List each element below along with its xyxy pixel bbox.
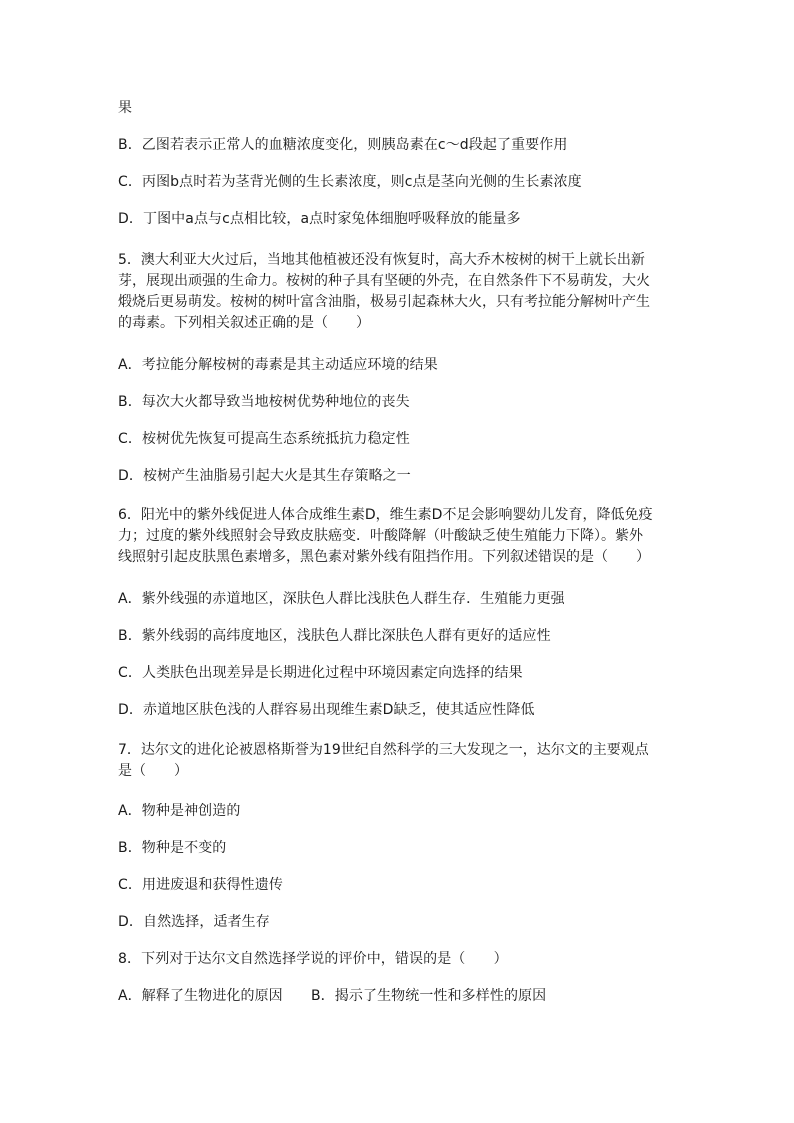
question-5-line: 的毒素。下列相关叙述正确的是（ ） — [118, 315, 370, 331]
question-7-option-d: D．自然选择，适者生存 — [118, 914, 270, 930]
text-line-continuation: 果 — [118, 100, 133, 116]
question-7-line: 7．达尔文的进化论被恩格斯誉为19世纪自然科学的三大发现之一，达尔文的主要观点 — [118, 742, 649, 758]
question-6-line: 6．阳光中的紫外线促进人体合成维生素D，维生素D不足会影响婴幼儿发育，降低免疫 — [118, 507, 653, 523]
question-5-option-b: B．每次大火都导致当地桉树优势种地位的丧失 — [118, 394, 410, 410]
question-7-line: 是（ ） — [118, 763, 188, 779]
question-8-stem: 8．下列对于达尔文自然选择学说的评价中，错误的是（ ） — [118, 951, 508, 967]
question-6-option-b: B．紫外线弱的高纬度地区，浅肤色人群比深肤色人群有更好的适应性 — [118, 628, 551, 644]
question-7-option-b: B．物种是不变的 — [118, 840, 227, 856]
question-6-option-a: A．紫外线强的赤道地区，深肤色人群比浅肤色人群生存．生殖能力更强 — [118, 591, 565, 607]
question-6-line: 力；过度的紫外线照射会导致皮肤癌变．叶酸降解（叶酸缺乏使生殖能力下降）。紫外 — [118, 528, 643, 544]
question-6-stem — [118, 505, 688, 568]
question-7-option-c: C．用进废退和获得性遗传 — [118, 877, 283, 893]
question-5-stem — [118, 250, 688, 334]
question-6-option-d: D．赤道地区肤色浅的人群容易出现维生素D缺乏，使其适应性降低 — [118, 702, 535, 718]
question-5-line: 煅烧后更易萌发。桉树的树叶富含油脂，极易引起森林大火，只有考拉能分解树叶产生 — [118, 294, 650, 310]
question-5-line: 5．澳大利亚大火过后，当地其他植被还没有恢复时，高大乔木桉树的树干上就长出新 — [118, 252, 645, 268]
question-7-stem — [118, 740, 688, 782]
question-8-options-ab: A．解释了生物进化的原因 B．揭示了生物统一性和多样性的原因 — [118, 988, 547, 1004]
question-6-line: 线照射引起皮肤黑色素增多，黑色素对紫外线有阻挡作用。下列叙述错误的是（ ） — [118, 549, 650, 565]
question-6-option-c: C．人类肤色出现差异是长期进化过程中环境因素定向选择的结果 — [118, 665, 523, 681]
option-b-prev-question: B．乙图若表示正常人的血糖浓度变化，则胰岛素在c～d段起了重要作用 — [118, 137, 568, 153]
question-5-option-a: A．考拉能分解桉树的毒素是其主动适应环境的结果 — [118, 357, 438, 373]
option-d-prev-question: D．丁图中a点与c点相比较，a点时家兔体细胞呼吸释放的能量多 — [118, 211, 521, 227]
question-5-option-c: C．桉树优先恢复可提高生态系统抵抗力稳定性 — [118, 431, 410, 447]
question-7-option-a: A．物种是神创造的 — [118, 803, 241, 819]
option-c-prev-question: C．丙图b点时若为茎背光侧的生长素浓度，则c点是茎向光侧的生长素浓度 — [118, 174, 582, 190]
question-5-option-d: D．桉树产生油脂易引起大火是其生存策略之一 — [118, 468, 411, 484]
question-5-line: 芽，展现出顽强的生命力。桉树的种子具有坚硬的外壳，在自然条件下不易萌发，大火 — [118, 273, 650, 289]
